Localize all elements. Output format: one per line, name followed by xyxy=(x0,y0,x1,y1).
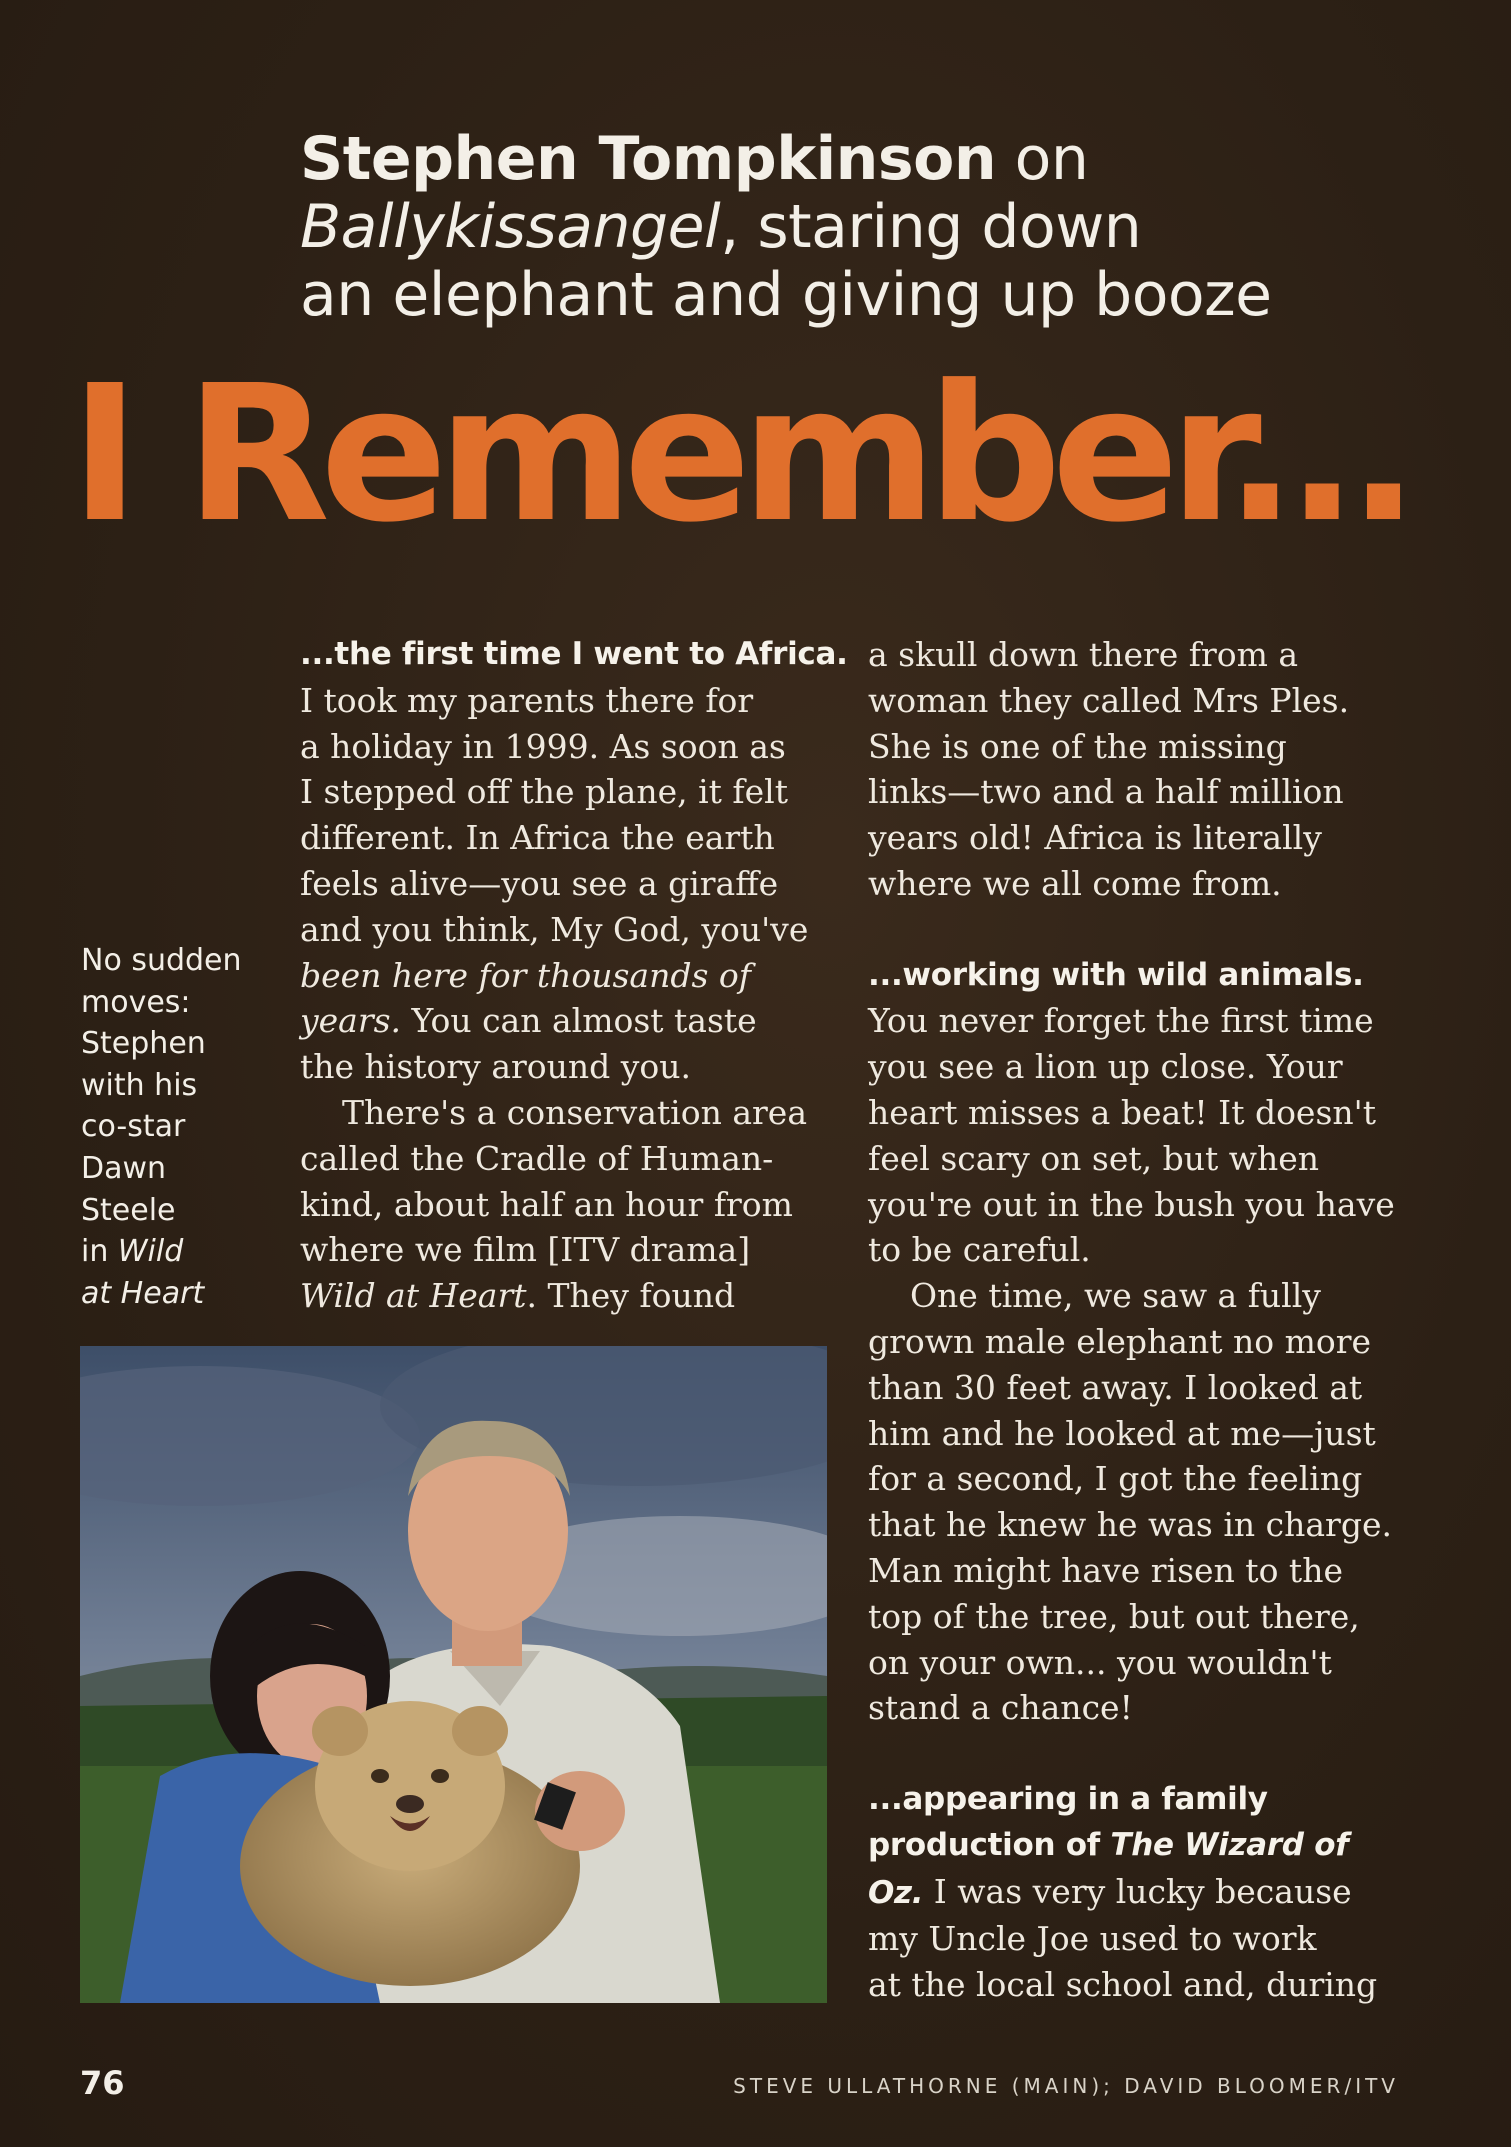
body-line: woman they called Mrs Ples. xyxy=(868,680,1350,720)
body-line: my Uncle Joe used to work xyxy=(868,1919,1317,1959)
body-line: feels alive—you see a giraffe xyxy=(300,863,779,903)
body-line: top of the tree, but out there, xyxy=(868,1596,1360,1636)
section-heading-animals: ...working with wild animals. xyxy=(868,956,1364,993)
main-photo xyxy=(80,1346,827,2003)
body-line: There's a conservation area xyxy=(342,1092,807,1132)
caption-line: Dawn xyxy=(81,1150,167,1186)
photo-illustration xyxy=(80,1346,827,2003)
section-heading-wizard: production of The Wizard of xyxy=(868,1826,1349,1863)
caption-line: in Wild xyxy=(81,1234,184,1270)
body-line: I stepped off the plane, it felt xyxy=(300,772,788,812)
standfirst-name: Stephen Tompkinson xyxy=(300,124,997,194)
caption-line: at Heart xyxy=(81,1275,205,1311)
photo-caption xyxy=(81,940,242,1314)
standfirst-on: on xyxy=(1014,124,1089,194)
photo-credit: STEVE ULLATHORNE (MAIN); DAVID BLOOMER/ITV xyxy=(733,2074,1399,2098)
caption-line: Steele xyxy=(81,1192,176,1228)
standfirst-rest-2: an elephant and giving up booze xyxy=(300,260,1272,330)
body-line: Man might have risen to the xyxy=(868,1550,1343,1590)
body-line: and you think, My God, you've xyxy=(300,909,809,949)
body-line: to be careful. xyxy=(868,1230,1091,1270)
body-line: Oz. I was very lucky because xyxy=(868,1871,1352,1911)
article-column-2 xyxy=(868,632,1428,2008)
body-line: him and he looked at me—just xyxy=(868,1413,1376,1453)
body-line: a skull down there from a xyxy=(868,635,1299,674)
section-heading-wizard: ...appearing in a family xyxy=(868,1780,1268,1817)
page-number: 76 xyxy=(80,2064,125,2102)
body-line: for a second, I got the feeling xyxy=(868,1459,1363,1499)
body-line: feel scary on set, but when xyxy=(868,1138,1320,1178)
body-line: grown male elephant no more xyxy=(868,1321,1372,1361)
body-line: stand a chance! xyxy=(868,1688,1133,1728)
body-line: links—two and a half million xyxy=(868,772,1344,812)
body-line: you're out in the bush you have xyxy=(868,1184,1395,1224)
body-line: been here for thousands of xyxy=(300,955,751,995)
standfirst-show: Ballykissangel xyxy=(300,192,721,262)
body-line: heart misses a beat! It doesn't xyxy=(868,1092,1376,1132)
body-line: You never forget the first time xyxy=(868,1001,1374,1041)
body-line: at the local school and, during xyxy=(868,1965,1378,2005)
body-line: that he knew he was in charge. xyxy=(868,1505,1392,1545)
body-line: where we film [ITV drama] xyxy=(300,1230,751,1270)
caption-line: No sudden xyxy=(81,943,242,978)
body-line: different. In Africa the earth xyxy=(300,818,775,858)
article-column-1 xyxy=(300,632,848,1319)
body-line: years. You can almost taste xyxy=(300,1001,757,1041)
section-heading-africa: ...the first time I went to Africa. xyxy=(300,636,848,672)
body-line: called the Cradle of Human- xyxy=(300,1138,774,1178)
body-line: than 30 feet away. I looked at xyxy=(868,1367,1363,1407)
body-line: where we all come from. xyxy=(868,863,1282,903)
body-line: Wild at Heart. They found xyxy=(300,1276,736,1316)
caption-line: with his xyxy=(81,1067,198,1103)
body-line: on your own... you wouldn't xyxy=(868,1642,1332,1682)
body-line: kind, about half an hour from xyxy=(300,1184,793,1224)
caption-line: moves: xyxy=(81,984,191,1020)
body-line: One time, we saw a fully xyxy=(910,1276,1321,1316)
caption-line: co-star xyxy=(81,1109,186,1145)
caption-line: Stephen xyxy=(81,1026,206,1062)
body-line: I took my parents there for xyxy=(300,680,754,720)
standfirst xyxy=(300,125,1300,329)
body-line: a holiday in 1999. As soon as xyxy=(300,726,786,766)
standfirst-rest-1: , staring down xyxy=(720,192,1142,262)
headline: I Remember... xyxy=(70,345,1410,564)
body-line: years old! Africa is literally xyxy=(868,818,1322,858)
body-line: you see a lion up close. Your xyxy=(868,1047,1343,1087)
body-line: She is one of the missing xyxy=(868,726,1287,766)
body-line: the history around you. xyxy=(300,1047,692,1087)
